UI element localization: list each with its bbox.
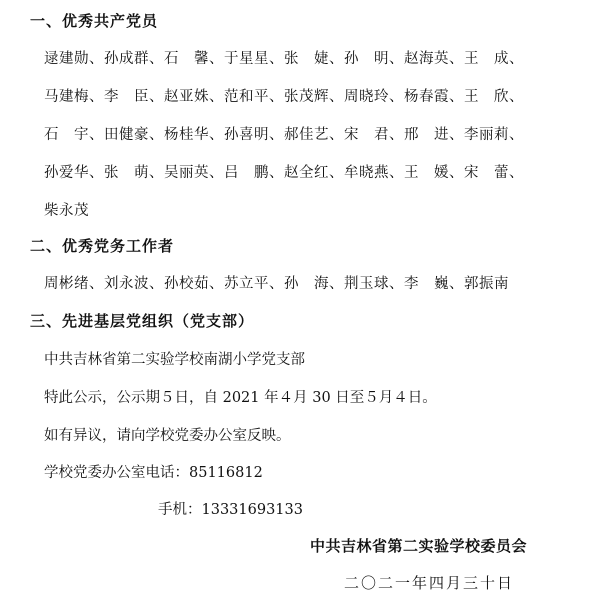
notice-mobile: 手机：13331693133 [158,502,303,518]
signature-date: 二〇二一年四月三十日 [344,574,515,592]
section-2-title: 二、优秀党务工作者 [30,237,175,255]
section-1-row-3: 石 宇、田健豪、杨桂华、孙喜明、郝佳艺、宋 君、邢 进、李丽莉、 [44,127,524,143]
section-2-row-1: 周彬绪、刘永波、孙校茹、苏立平、孙 海、荆玉球、李 巍、郭振南 [44,276,509,292]
section-1-row-5: 柴永茂 [44,203,89,219]
section-1-row-1: 逯建勋、孙成群、石 馨、于星星、张 婕、孙 明、赵海英、王 成、 [44,51,524,67]
notice-period: 特此公示，公示期５日，自 2021 年４月 30 日至５月４日。 [44,390,437,406]
signature-committee: 中共吉林省第二实验学校委员会 [310,537,528,555]
section-3-title: 三、先进基层党组织（党支部） [30,312,255,330]
notice-phone: 学校党委办公室电话：85116812 [44,465,263,481]
section-1-title: 一、优秀共产党员 [30,12,159,30]
section-1-row-4: 孙爱华、张 萌、吴丽英、吕 鹏、赵全红、牟晓燕、王 媛、宋 蕾、 [44,165,524,181]
notice-objection: 如有异议，请向学校党委办公室反映。 [44,428,291,444]
section-1-row-2: 马建梅、李 臣、赵亚姝、范和平、张茂辉、周晓玲、杨春霞、王 欣、 [44,89,524,105]
section-3-org: 中共吉林省第二实验学校南湖小学党支部 [44,352,305,368]
